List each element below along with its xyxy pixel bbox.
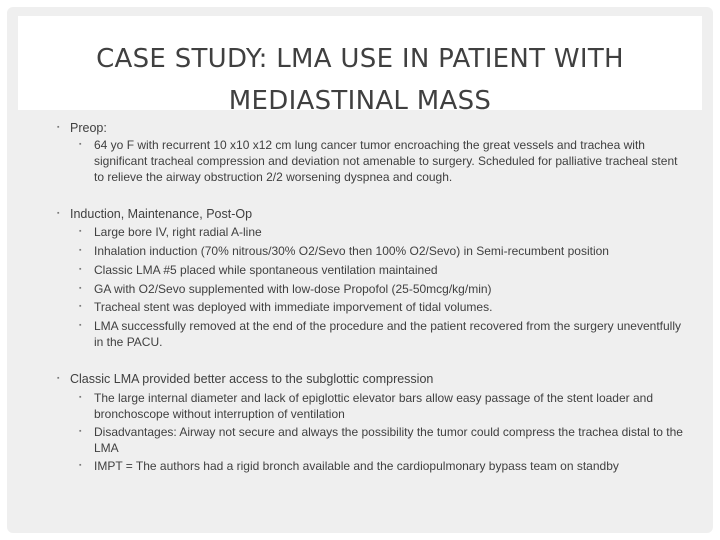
list-item: Large bore IV, right radial A-line <box>94 225 262 239</box>
section-heading-preop: Preop: <box>70 121 107 135</box>
list-item: 64 yo F with recurrent 10 x10 x12 cm lung cancer tumor encroaching the great vessels and trachea with significant tracheal compression and deviation not amenable to surgery. Scheduled for palliative tracheal stent to relieve the airway obstruction 2/2 worsening dyspnea and cough. <box>94 138 678 184</box>
bullet-icon: ▪ <box>57 210 60 217</box>
title-line-1: CASE STUDY: LMA USE IN PATIENT WITH <box>96 44 624 74</box>
bullet-icon: ▪ <box>79 141 82 148</box>
bullet-icon: ▪ <box>79 322 82 329</box>
title-line-2: MEDIASTINAL MASS <box>228 86 492 116</box>
bullet-icon: ▪ <box>79 428 82 435</box>
bullet-icon: ▪ <box>57 124 60 131</box>
bullet-icon: ▪ <box>79 303 82 310</box>
list-item: Tracheal stent was deployed with immediate imporvement of tidal volumes. <box>94 300 493 314</box>
list-item: Classic LMA #5 placed while spontaneous ventilation maintained <box>94 263 438 277</box>
bullet-icon: ▪ <box>79 462 82 469</box>
bullet-icon: ▪ <box>79 228 82 235</box>
list-item: Disadvantages: Airway not secure and always the possibility the tumor could compress the trachea distal to the LMA <box>94 425 683 455</box>
list-item: The large internal diameter and lack of epiglottic elevator bars allow easy passage of the stent loader and bronchoscope without interruption of ventilation <box>94 391 653 421</box>
section-heading-induction: Induction, Maintenance, Post-Op <box>70 207 253 221</box>
bullet-icon: ▪ <box>57 375 60 382</box>
bullet-icon: ▪ <box>79 285 82 292</box>
bullet-icon: ▪ <box>79 266 82 273</box>
section-heading-classic-lma: Classic LMA provided better access to the subglottic compression <box>70 372 434 386</box>
list-item: Inhalation induction (70% nitrous/30% O2/Sevo then 100% O2/Sevo) in Semi-recumbent position <box>94 244 609 258</box>
list-item: IMPT = The authors had a rigid bronch available and the cardiopulmonary bypass team on standby <box>94 459 619 473</box>
bullet-icon: ▪ <box>79 247 82 254</box>
list-item: GA with O2/Sevo supplemented with low-dose Propofol (25-50mcg/kg/min) <box>94 282 492 296</box>
list-item: LMA successfully removed at the end of the procedure and the patient recovered from the surgery uneventfully in the PACU. <box>94 319 681 349</box>
bullet-icon: ▪ <box>79 394 82 401</box>
